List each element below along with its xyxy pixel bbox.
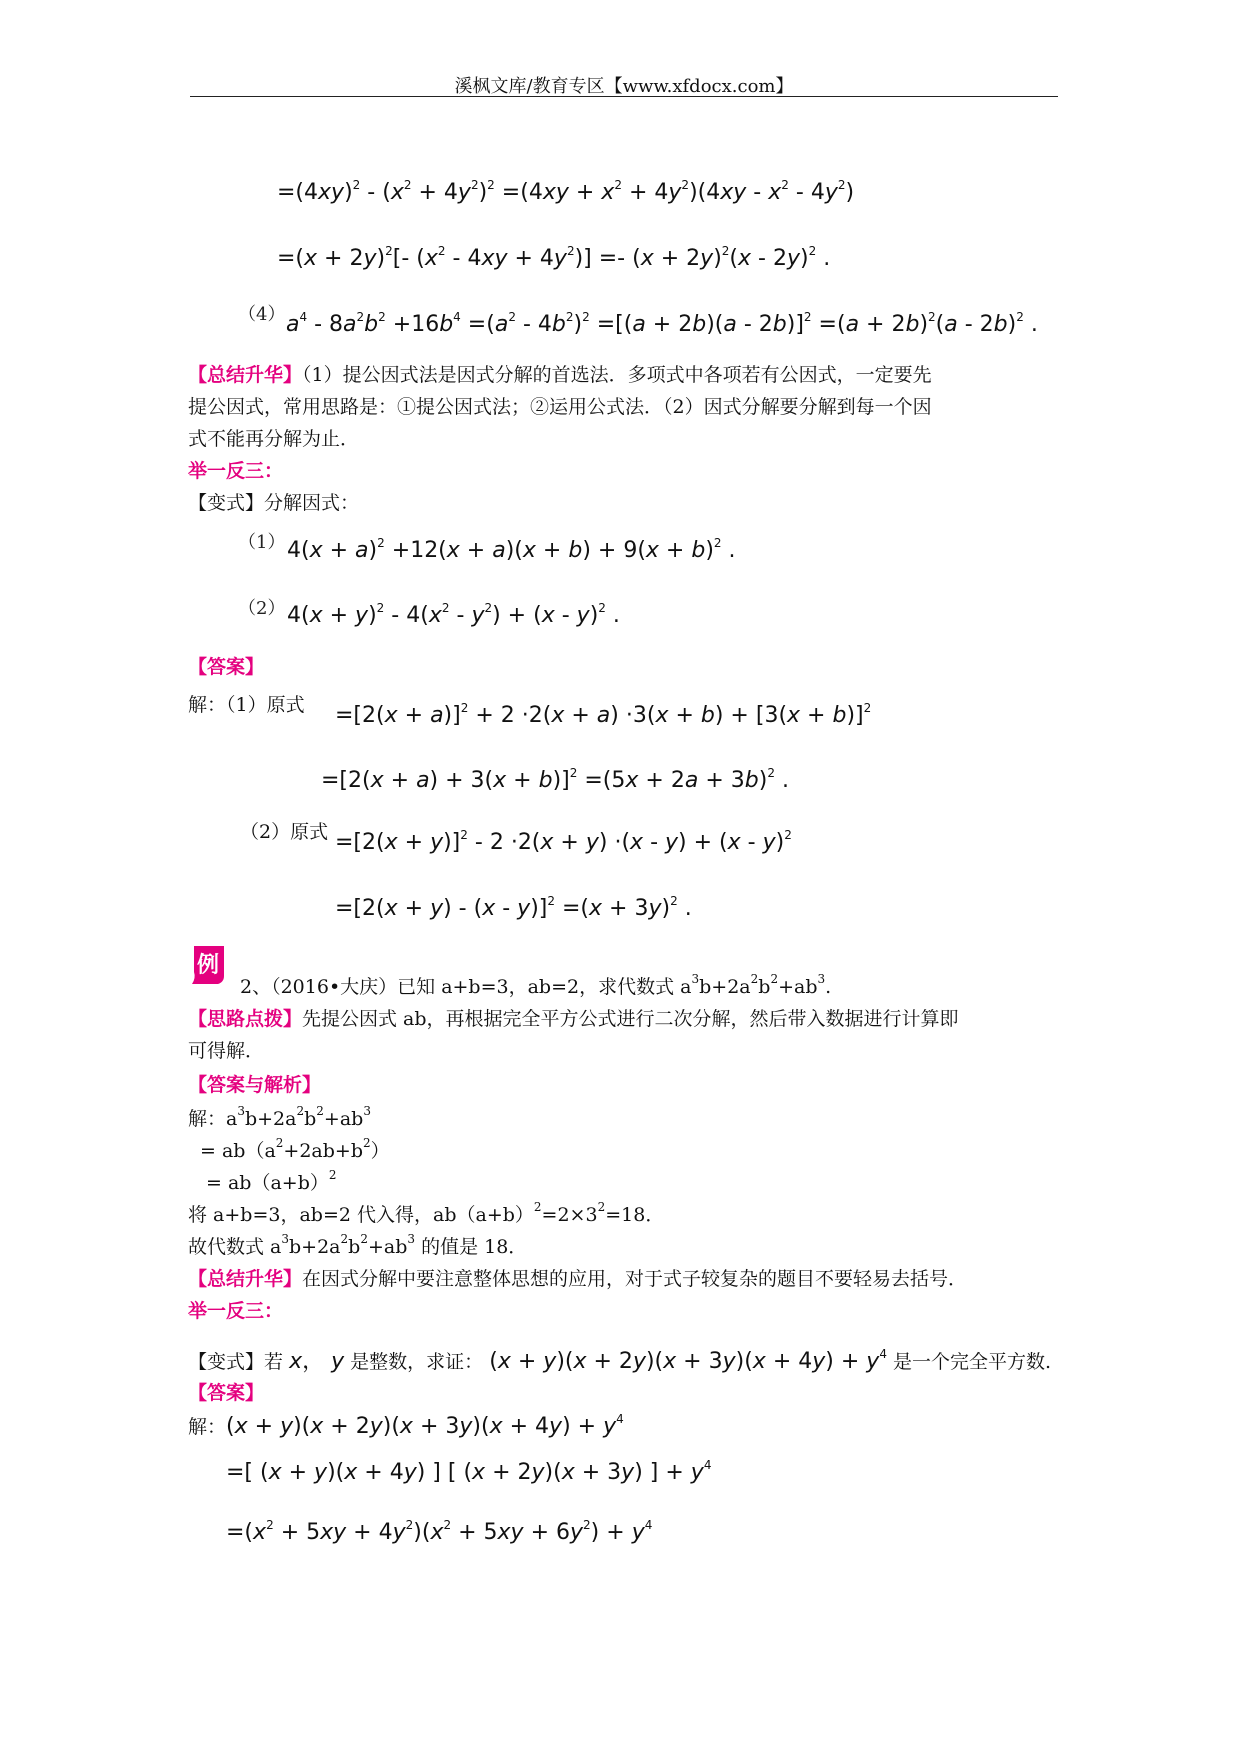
solution-line: 故代数式 $a^3b+2a^2b^2+ab^3$ 的值是 18． xyxy=(188,1232,528,1258)
equation-inline: $(x + y)(x + 2y)(x + 3y)(x + 4y) + y^4$ xyxy=(226,1412,624,1439)
example-badge-icon xyxy=(188,942,228,986)
section-label: 【答案】 xyxy=(188,1382,265,1404)
solution-prefix: 解： xyxy=(188,1416,227,1438)
equation-line: $=[2(x + y)]^2 - 2 \cdot 2(x + y) \cdot(x - y) + (x - y)^2$ xyxy=(335,828,792,855)
paragraph-text: 可得解． xyxy=(188,1040,265,1062)
solution-line xyxy=(188,1412,624,1439)
equation-line: $a^4 - 8a^2b^2 +16b^4 =(a^2 - 4b^2)^2 =[(a + 2b)(a - 2b)]^2 =(a + 2b)^2(a - 2b)^2$ . xyxy=(286,310,1038,337)
variant-statement xyxy=(188,1344,1051,1375)
section-label: 举一反三： xyxy=(188,1300,284,1322)
equation-line: $=(4xy)^2 - (x^2 + 4y^2)^2 =(4xy + x^2 + 4y^2)(4xy - x^2 - 4y^2)$ xyxy=(277,178,855,205)
summary-paragraph xyxy=(188,360,932,387)
item-number: （2） xyxy=(238,598,286,619)
section-label: 【答案与解析】 xyxy=(188,1074,322,1096)
solution-line: = $ab(a^2+2ab+b^2)$ xyxy=(200,1136,390,1162)
equation-line: =[ (x + y)(x + 4y) ] [ (x + 2y)(x + 3y) ] + $y^4$ xyxy=(226,1458,712,1485)
page-header: 溪枫文库/教育专区【www.xfdocx.com】 xyxy=(454,76,794,97)
variant-text: 是一个完全平方数. xyxy=(893,1351,1052,1373)
equation-line: $=[2(x + a) + 3(x + b)]^2 =(5x + 2a + 3b)^2$ . xyxy=(321,766,789,793)
example-question: 2、（2016•大庆）已知 a+b=3，ab=2，求代数式 $a^3b+2a^2b^2+ab^3$. xyxy=(240,972,832,998)
solution-line: 将 a+b=3，ab=2 代入得，$ab(a+b)^2=2\times 3^2=18$． xyxy=(188,1200,665,1226)
solution-prefix: 解：（1）原式 xyxy=(188,694,305,716)
paragraph-text: 提公因式，常用思路是：①提公因式法；②运用公式法．（2）因式分解要分解到每一个因 xyxy=(188,396,932,418)
equation-line: $=[2(x + a)]^2 + 2 \cdot 2(x + a) \cdot 3(x + b) + [3(x + b)]^2$ xyxy=(335,701,872,728)
variant-label: 【变式】若 xyxy=(188,1351,284,1373)
variant-text: 是整数，求证： xyxy=(350,1351,484,1373)
summary-paragraph xyxy=(188,1264,967,1291)
paragraph-text: 先提公因式 ab，再根据完全平方公式进行二次分解，然后带入数据进行计算即 xyxy=(302,1008,959,1030)
section-label: 【答案】 xyxy=(188,656,265,678)
item-number: （1） xyxy=(238,532,286,553)
equation-line: $=(x^2 + 5xy + 4y^2)(x^2 + 5xy + 6y^2) + y^4$ xyxy=(226,1518,653,1545)
paragraph-text: 式不能再分解为止． xyxy=(188,428,360,450)
solution-line: = $ab(a+b)^2$ xyxy=(206,1168,337,1194)
section-label: 【总结升华】 xyxy=(188,364,303,386)
equation-line: $4(x + a)^2 +12(x + a)(x + b) + 9(x + b)^2$ . xyxy=(287,536,736,563)
example-badge-label: 例 xyxy=(196,953,220,978)
hint-paragraph xyxy=(188,1004,959,1031)
paragraph-text: 在因式分解中要注意整体思想的应用，对于式子较复杂的题目不要轻易去括号． xyxy=(302,1268,968,1290)
equation-line: $4(x + y)^2 - 4(x^2 - y^2) + (x - y)^2$ . xyxy=(287,601,620,628)
section-label: 举一反三： xyxy=(188,460,284,482)
section-label: 【总结升华】 xyxy=(188,1268,303,1290)
variant-heading: 【变式】分解因式： xyxy=(188,492,360,514)
paragraph-text: （1）提公因式法是因式分解的首选法．多项式中各项若有公因式，一定要先 xyxy=(302,364,932,386)
equation-inline: $(x + y)(x + 2y)(x + 3y)(x + 4y) + y^4$ xyxy=(489,1347,887,1374)
section-label: 【思路点拨】 xyxy=(188,1008,303,1030)
math-variable: x， y xyxy=(289,1349,345,1374)
item-number: （4） xyxy=(238,304,286,325)
header-divider xyxy=(190,96,1058,97)
solution-line: 解：$a^3b+2a^2b^2+ab^3$ xyxy=(188,1104,371,1130)
equation-line: $=(x + 2y)^2[-$ $(x^2 - 4xy + 4y^2)] =- (x + 2y)^2(x - 2y)^2$ . xyxy=(277,244,831,271)
equation-line: $=[2(x + y) - (x - y)]^2 =(x + 3y)^2$ . xyxy=(335,894,692,921)
solution-prefix: （2）原式 xyxy=(240,821,329,843)
